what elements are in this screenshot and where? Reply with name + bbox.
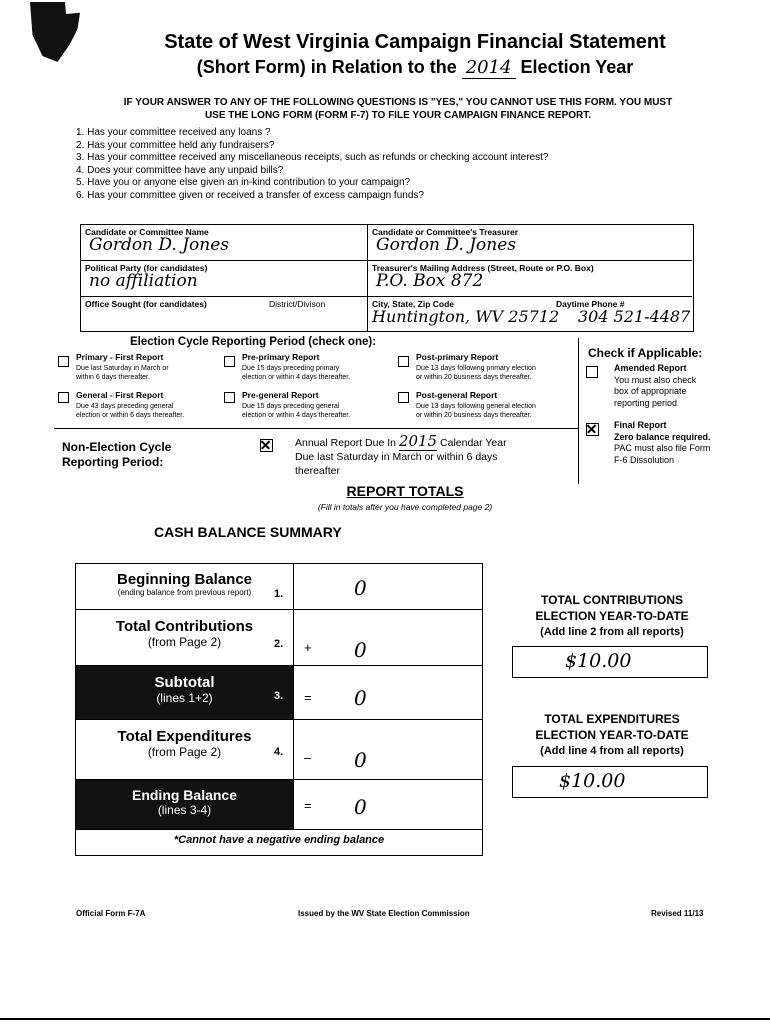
pre-general-title: Pre-general Report	[242, 390, 319, 400]
general-first-sub2: election or within 6 days thereafter.	[76, 412, 185, 419]
contrib-ytd-line-3: (Add line 2 from all reports)	[540, 626, 684, 638]
report-totals-heading: REPORT TOTALS	[346, 483, 464, 499]
post-general-checkbox[interactable]	[398, 392, 409, 403]
row-title: Beginning Balance	[116, 571, 253, 588]
post-general-sub2: or within 20 business days thereafter.	[416, 412, 532, 419]
final-sub: Zero balance required.	[614, 431, 711, 442]
candidate-name-label: Candidate or Committee Name	[85, 227, 209, 237]
row-operator: –	[304, 750, 312, 765]
question-item: 3. Has your committee received any miscellaneous receipts, such as refunds or checking account interest?	[76, 152, 549, 164]
subtitle-post: Election Year	[520, 57, 634, 77]
expend-ytd-line-1: TOTAL EXPENDITURES	[544, 712, 680, 726]
row-sub: (lines 1+2)	[156, 691, 213, 705]
expenditures-ytd-field[interactable]: $10.00	[559, 770, 626, 792]
pre-general-sub1: Due 15 days preceding general	[242, 403, 340, 410]
post-primary-checkbox[interactable]	[398, 356, 409, 367]
reporting-heading: Election Cycle Reporting Period (check one):	[130, 336, 377, 348]
party-cell[interactable]	[81, 261, 368, 297]
annual-line-2: Due last Saturday in March or within 6 days	[295, 451, 498, 463]
primary-first-sub2: within 6 days thereafter.	[76, 374, 150, 381]
amended-title: Amended Report	[614, 363, 687, 373]
reporting-divider	[54, 428, 578, 429]
post-primary-sub2: or within 20 business days thereafter.	[416, 374, 532, 381]
election-year-field[interactable]: 2014	[462, 57, 516, 79]
contributions-ytd-box[interactable]	[512, 646, 708, 678]
ending-balance-field[interactable]: 0	[354, 795, 367, 819]
general-first-sub1: Due 43 days preceding general	[76, 403, 174, 410]
row-operator: =	[304, 798, 312, 813]
annual-pre: Annual Report Due In	[295, 437, 396, 449]
treasurer-field[interactable]: Gordon D. Jones	[376, 235, 517, 255]
candidate-name-field[interactable]: Gordon D. Jones	[89, 235, 230, 255]
bottom-border	[0, 1018, 770, 1020]
pre-primary-title: Pre-primary Report	[242, 352, 320, 362]
footer-form-id: Official Form F-7A	[76, 909, 146, 918]
expenditures-ytd-heading	[512, 711, 712, 759]
pre-primary-sub2: election or within 4 days thereafter.	[242, 374, 351, 381]
row-sub: (lines 3-4)	[157, 803, 212, 817]
phone-field[interactable]: 304 521-4487	[578, 307, 691, 326]
row-label	[76, 564, 294, 609]
district-label: District/Divison	[269, 299, 326, 309]
warning-line-2: USE THE LONG FORM (FORM F-7) TO FILE YOUR CAMPAIGN FINANCE REPORT.	[204, 110, 592, 121]
final-title: Final Report	[614, 420, 667, 430]
report-totals-subheading: (Fill in totals after you have completed page 2)	[317, 502, 493, 512]
warning-line-1: IF YOUR ANSWER TO ANY OF THE FOLLOWING QUESTIONS IS "YES," YOU CANNOT USE THIS FORM. YOU MUST	[123, 97, 673, 108]
subtitle-pre: (Short Form) in Relation to the	[196, 57, 457, 77]
amended-report-checkbox[interactable]	[586, 366, 598, 378]
address-field[interactable]: P.O. Box 872	[376, 271, 484, 291]
party-field[interactable]: no affiliation	[89, 271, 198, 291]
question-item: 4. Does your committee have any unpaid bills?	[76, 164, 284, 176]
question-item: 2. Has your committee held any fundraisers?	[76, 139, 275, 151]
pre-primary-checkbox[interactable]	[224, 356, 235, 367]
negative-balance-note: *Cannot have a negative ending balance	[173, 834, 385, 846]
final-sub: PAC must also file Form	[614, 443, 711, 453]
party-label: Political Party (for candidates)	[85, 263, 208, 273]
contributions-ytd-heading	[512, 592, 712, 640]
non-election-line-2: Reporting Period:	[62, 455, 164, 469]
annual-report-text	[295, 434, 507, 478]
row-title: Total Contributions	[115, 618, 254, 635]
question-item: 5. Have you or anyone else given an in-kind contribution to your campaign?	[76, 177, 411, 189]
row-operator: +	[304, 640, 312, 655]
expend-ytd-line-3: (Add line 4 from all reports)	[540, 745, 684, 757]
amended-sub: reporting period	[614, 397, 678, 408]
phone-label: Daytime Phone #	[556, 299, 625, 309]
contrib-ytd-line-1: TOTAL CONTRIBUTIONS	[541, 593, 683, 607]
question-item: 6. Has your committee given or received a transfer of excess campaign funds?	[76, 189, 424, 201]
treasurer-cell[interactable]	[368, 225, 692, 261]
form-warning	[78, 96, 718, 122]
primary-first-checkbox[interactable]	[58, 356, 69, 367]
contributions-ytd-field[interactable]: $10.00	[565, 650, 632, 672]
question-list	[76, 127, 548, 203]
row-label	[76, 780, 294, 829]
contrib-ytd-line-2: ELECTION YEAR-TO-DATE	[535, 609, 689, 623]
footer-revised: Revised 11/13	[651, 909, 704, 918]
total-expenditures-field[interactable]: 0	[354, 748, 367, 772]
primary-first-sub1: Due last Saturday in March or	[76, 365, 169, 372]
table-row	[76, 666, 482, 720]
non-election-line-1: Non-Election Cycle	[62, 440, 172, 454]
final-sub: F-6 Dissolution	[614, 454, 675, 465]
final-report-text	[614, 420, 711, 466]
expenditures-ytd-box[interactable]	[512, 766, 708, 798]
final-report-checkbox[interactable]	[586, 423, 599, 436]
amended-sub: box of appropriate	[614, 386, 687, 396]
office-label: Office Sought (for candidates)	[85, 299, 207, 309]
row-title: Total Expenditures	[117, 728, 252, 745]
address-cell[interactable]	[368, 261, 692, 297]
pre-primary-sub1: Due 15 days preceding primary	[242, 365, 340, 372]
table-row	[76, 720, 482, 780]
non-election-label	[62, 440, 171, 470]
subtotal-field[interactable]: 0	[354, 686, 367, 710]
page-title: State of West Virginia Campaign Financial Statement	[164, 31, 666, 53]
applicable-divider	[578, 338, 579, 484]
expend-ytd-line-2: ELECTION YEAR-TO-DATE	[535, 728, 689, 742]
total-contributions-field[interactable]: 0	[354, 638, 367, 662]
city-label: City, State, Zip Code	[372, 299, 455, 309]
pre-general-sub2: election or within 4 days thereafter.	[242, 412, 351, 419]
row-title: Subtotal	[154, 674, 215, 691]
primary-first-title: Primary - First Report	[76, 352, 164, 362]
office-cell[interactable]	[81, 297, 368, 331]
annual-year-field[interactable]: 2015	[398, 432, 438, 450]
row-sub: (from Page 2)	[147, 635, 222, 649]
row-sub: (from Page 2)	[147, 745, 222, 759]
row-title: Ending Balance	[131, 787, 238, 803]
pre-general-checkbox[interactable]	[224, 392, 235, 403]
row-operator: =	[304, 690, 312, 705]
row-number: 1.	[274, 588, 284, 600]
table-row	[76, 610, 482, 666]
row-label	[76, 610, 294, 665]
amended-report-text	[614, 363, 696, 409]
amended-sub: You must also check	[614, 374, 697, 385]
annual-post: Calendar Year	[440, 437, 507, 449]
table-row	[76, 564, 482, 610]
candidate-info-box	[80, 224, 694, 332]
cash-balance-table	[75, 563, 483, 856]
page-subtitle	[0, 57, 770, 79]
candidate-name-cell[interactable]	[81, 225, 368, 261]
footer-issued: Issued by the WV State Election Commission	[298, 909, 470, 918]
applicable-heading: Check if Applicable:	[588, 346, 703, 360]
annual-line-3: thereafter	[295, 465, 340, 477]
post-general-sub1: Due 13 days following general election	[416, 403, 536, 410]
city-cell[interactable]	[368, 297, 692, 331]
beginning-balance-field[interactable]: 0	[354, 576, 367, 600]
row-number: 4.	[274, 746, 284, 758]
post-primary-title: Post-primary Report	[416, 352, 499, 362]
row-number: 3.	[274, 690, 284, 702]
general-first-checkbox[interactable]	[58, 392, 69, 403]
question-item: 1. Has your committee received any loans ?	[76, 127, 271, 138]
annual-report-checkbox[interactable]	[260, 439, 273, 452]
cash-balance-heading: CASH BALANCE SUMMARY	[154, 524, 342, 540]
post-general-title: Post-general Report	[416, 390, 498, 400]
address-label: Treasurer's Mailing Address (Street, Route or P.O. Box)	[372, 263, 594, 273]
treasurer-label: Candidate or Committee's Treasurer	[372, 227, 519, 237]
city-field[interactable]: Huntington, WV 25712	[372, 307, 560, 326]
annual-line-1	[295, 434, 507, 450]
post-primary-sub1: Due 13 days following primary election	[416, 365, 536, 372]
row-label	[76, 720, 294, 779]
table-row	[76, 780, 482, 830]
row-sub: (ending balance from previous report)	[117, 588, 252, 597]
row-number: 2.	[274, 638, 284, 650]
row-label	[76, 666, 294, 719]
general-first-title: General - First Report	[76, 390, 164, 400]
